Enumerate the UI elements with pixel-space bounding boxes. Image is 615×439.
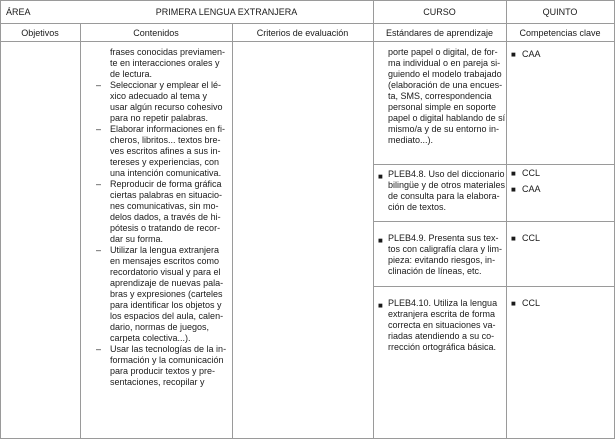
row-divider-2 <box>373 221 615 222</box>
header-row-divider <box>0 23 615 24</box>
contenido-line: aprendizaje de nuevas pala- <box>110 278 224 288</box>
estandar-line: guiendo el modelo trabajado <box>388 69 502 79</box>
competencia-label: CCL <box>522 168 541 178</box>
competencias-2 <box>511 233 611 249</box>
column-header-divider <box>0 41 615 42</box>
contenido-line: carpeta colectiva...). <box>110 333 191 343</box>
curso-label: CURSO <box>423 7 456 17</box>
dash-bullet-icon: – <box>96 80 102 90</box>
competencia-item <box>511 184 611 200</box>
contenido-line: formación y la comunicación <box>110 355 224 365</box>
area-label: ÁREA <box>6 7 31 17</box>
row-divider-1 <box>373 164 615 165</box>
col-header-contenidos: Contenidos <box>133 28 179 38</box>
contenido-line: usar algún recurso cohesivo <box>110 102 223 112</box>
contenido-item <box>96 124 230 179</box>
border-top <box>0 0 615 1</box>
competencia-bullet-icon: ■ <box>511 185 516 194</box>
competencia-bullet-icon: ■ <box>511 50 516 59</box>
competencia-item <box>511 49 611 65</box>
estandar-line: personal simple en soporte <box>388 102 497 112</box>
contenido-line: una intención comunicativa. <box>110 168 222 178</box>
estandar-line: PLEB4.8. Uso del diccionario <box>388 169 505 179</box>
competencia-bullet-icon: ■ <box>511 234 516 243</box>
dash-bullet-icon: – <box>96 179 102 189</box>
contenido-line: nes comunicativas, sin mo- <box>110 201 219 211</box>
contenido-line: recordatorio visual y para el <box>110 267 221 277</box>
contenido-line: delos dados, a través de hi- <box>110 212 221 222</box>
contenido-line: Utilizar la lengua extranjera <box>110 245 220 255</box>
competencia-bullet-icon: ■ <box>511 169 516 178</box>
contenidos-cell <box>96 47 230 388</box>
contenido-item <box>96 80 230 124</box>
estandar-line: correcta en situaciones va- <box>388 320 496 330</box>
competencia-bullet-icon: ■ <box>511 299 516 308</box>
col-divider-2 <box>232 23 233 439</box>
estandar-pleb4-8 <box>388 169 504 213</box>
contenido-line: los espacios del aula, calen- <box>110 311 224 321</box>
contenido-line: ciertas palabras en situacio- <box>110 190 223 200</box>
estandar-line: extranjera escrita de forma <box>388 309 496 319</box>
estandar-0 <box>388 47 504 146</box>
competencia-label: CCL <box>522 233 541 243</box>
estandar-line: ción de textos. <box>388 202 447 212</box>
contenido-line: tereses y experiencias, con <box>110 157 220 167</box>
contenido-line: ves escritos afines a sus in- <box>110 146 221 156</box>
estandar-line: mismo/a y de su entorno in- <box>388 124 500 134</box>
estandar-line: ma individual o en pareja si- <box>388 58 501 68</box>
contenido-line: Elaborar informaciones en fi- <box>110 124 226 134</box>
contenido-line: dar su forma. <box>110 234 164 244</box>
competencia-item <box>511 298 611 314</box>
estandar-line: riadas atendiendo a su co- <box>388 331 495 341</box>
estandar-bullet-icon: ■ <box>378 172 383 181</box>
estandar-line: PLEB4.10. Utiliza la lengua <box>388 298 498 308</box>
curso-value: QUINTO <box>542 7 578 17</box>
contenido-line: pótesis o tratando de recor- <box>110 223 221 233</box>
competencia-label: CAA <box>522 49 541 59</box>
estandar-line: clinación de líneas, etc. <box>388 266 482 276</box>
row-divider-3 <box>373 286 615 287</box>
estandar-line: ta, SMS, correspondencia <box>388 91 492 101</box>
estandar-line: porte papel o digital, de for- <box>388 47 498 57</box>
col-header-competencias: Competencias clave <box>519 28 601 38</box>
competencia-item <box>511 233 611 249</box>
competencia-label: CAA <box>522 184 541 194</box>
contenidos-continuation <box>110 47 230 80</box>
contenido-line: de lectura. <box>110 69 153 79</box>
dash-bullet-icon: – <box>96 245 102 255</box>
estandar-bullet-icon: ■ <box>378 301 383 310</box>
estandar-line: tos con caligrafía clara y lim- <box>388 244 503 254</box>
contenido-line: para no repetir palabras. <box>110 113 209 123</box>
estandar-line: rrección ortográfica básica. <box>388 342 497 352</box>
estandar-bullet-icon: ■ <box>378 236 383 245</box>
competencias-3 <box>511 298 611 314</box>
contenido-line: frases conocidas previamen- <box>110 47 226 57</box>
border-left <box>0 0 1 439</box>
contenido-line: cheros, libritos... textos bre- <box>110 135 221 145</box>
area-value: PRIMERA LENGUA EXTRANJERA <box>155 7 298 17</box>
contenido-line: bras y expresiones (carteles <box>110 289 223 299</box>
competencias-1 <box>511 168 611 200</box>
contenido-line: para producir textos y pre- <box>110 366 216 376</box>
contenido-line: dario, normas de juegos, <box>110 322 210 332</box>
col-divider-1 <box>80 23 81 439</box>
col-divider-3 <box>373 0 374 439</box>
estandar-line: de consulta para la elabora- <box>388 191 500 201</box>
competencia-label: CCL <box>522 298 541 308</box>
estandar-line: mediato...). <box>388 135 434 145</box>
contenido-item <box>96 344 230 388</box>
col-divider-4 <box>506 0 507 439</box>
dash-bullet-icon: – <box>96 124 102 134</box>
contenido-line: Seleccionar y emplear el lé- <box>110 80 222 90</box>
contenido-line: en mensajes escritos como <box>110 256 220 266</box>
contenido-line: te en interacciones orales y <box>110 58 220 68</box>
estandar-line: bilingüe y de otros materiales <box>388 180 506 190</box>
estandar-pleb4-10 <box>388 298 504 353</box>
col-header-criterios: Criterios de evaluación <box>256 28 349 38</box>
contenido-item <box>96 245 230 344</box>
contenido-line: sentaciones, recopilar y <box>110 377 205 387</box>
estandar-line: papel o digital hablando de sí <box>388 113 506 123</box>
contenido-line: xico adecuado al tema y <box>110 91 208 101</box>
competencia-item <box>511 168 611 184</box>
estandar-line: pieza: evitando riesgos, in- <box>388 255 496 265</box>
estandar-line: (elaboración de una encues- <box>388 80 503 90</box>
estandar-pleb4-9 <box>388 233 504 277</box>
contenido-line: para identificar los objetos y <box>110 300 222 310</box>
col-header-objetivos: Objetivos <box>21 28 59 38</box>
contenido-line: Reproducir de forma gráfica <box>110 179 222 189</box>
contenidos-list <box>96 80 230 388</box>
col-header-estandares: Estándares de aprendizaje <box>385 28 494 38</box>
contenido-line: Usar las tecnologías de la in- <box>110 344 227 354</box>
estandar-line: PLEB4.9. Presenta sus tex- <box>388 233 499 243</box>
contenido-item <box>96 179 230 245</box>
dash-bullet-icon: – <box>96 344 102 354</box>
competencias-0 <box>511 49 611 65</box>
